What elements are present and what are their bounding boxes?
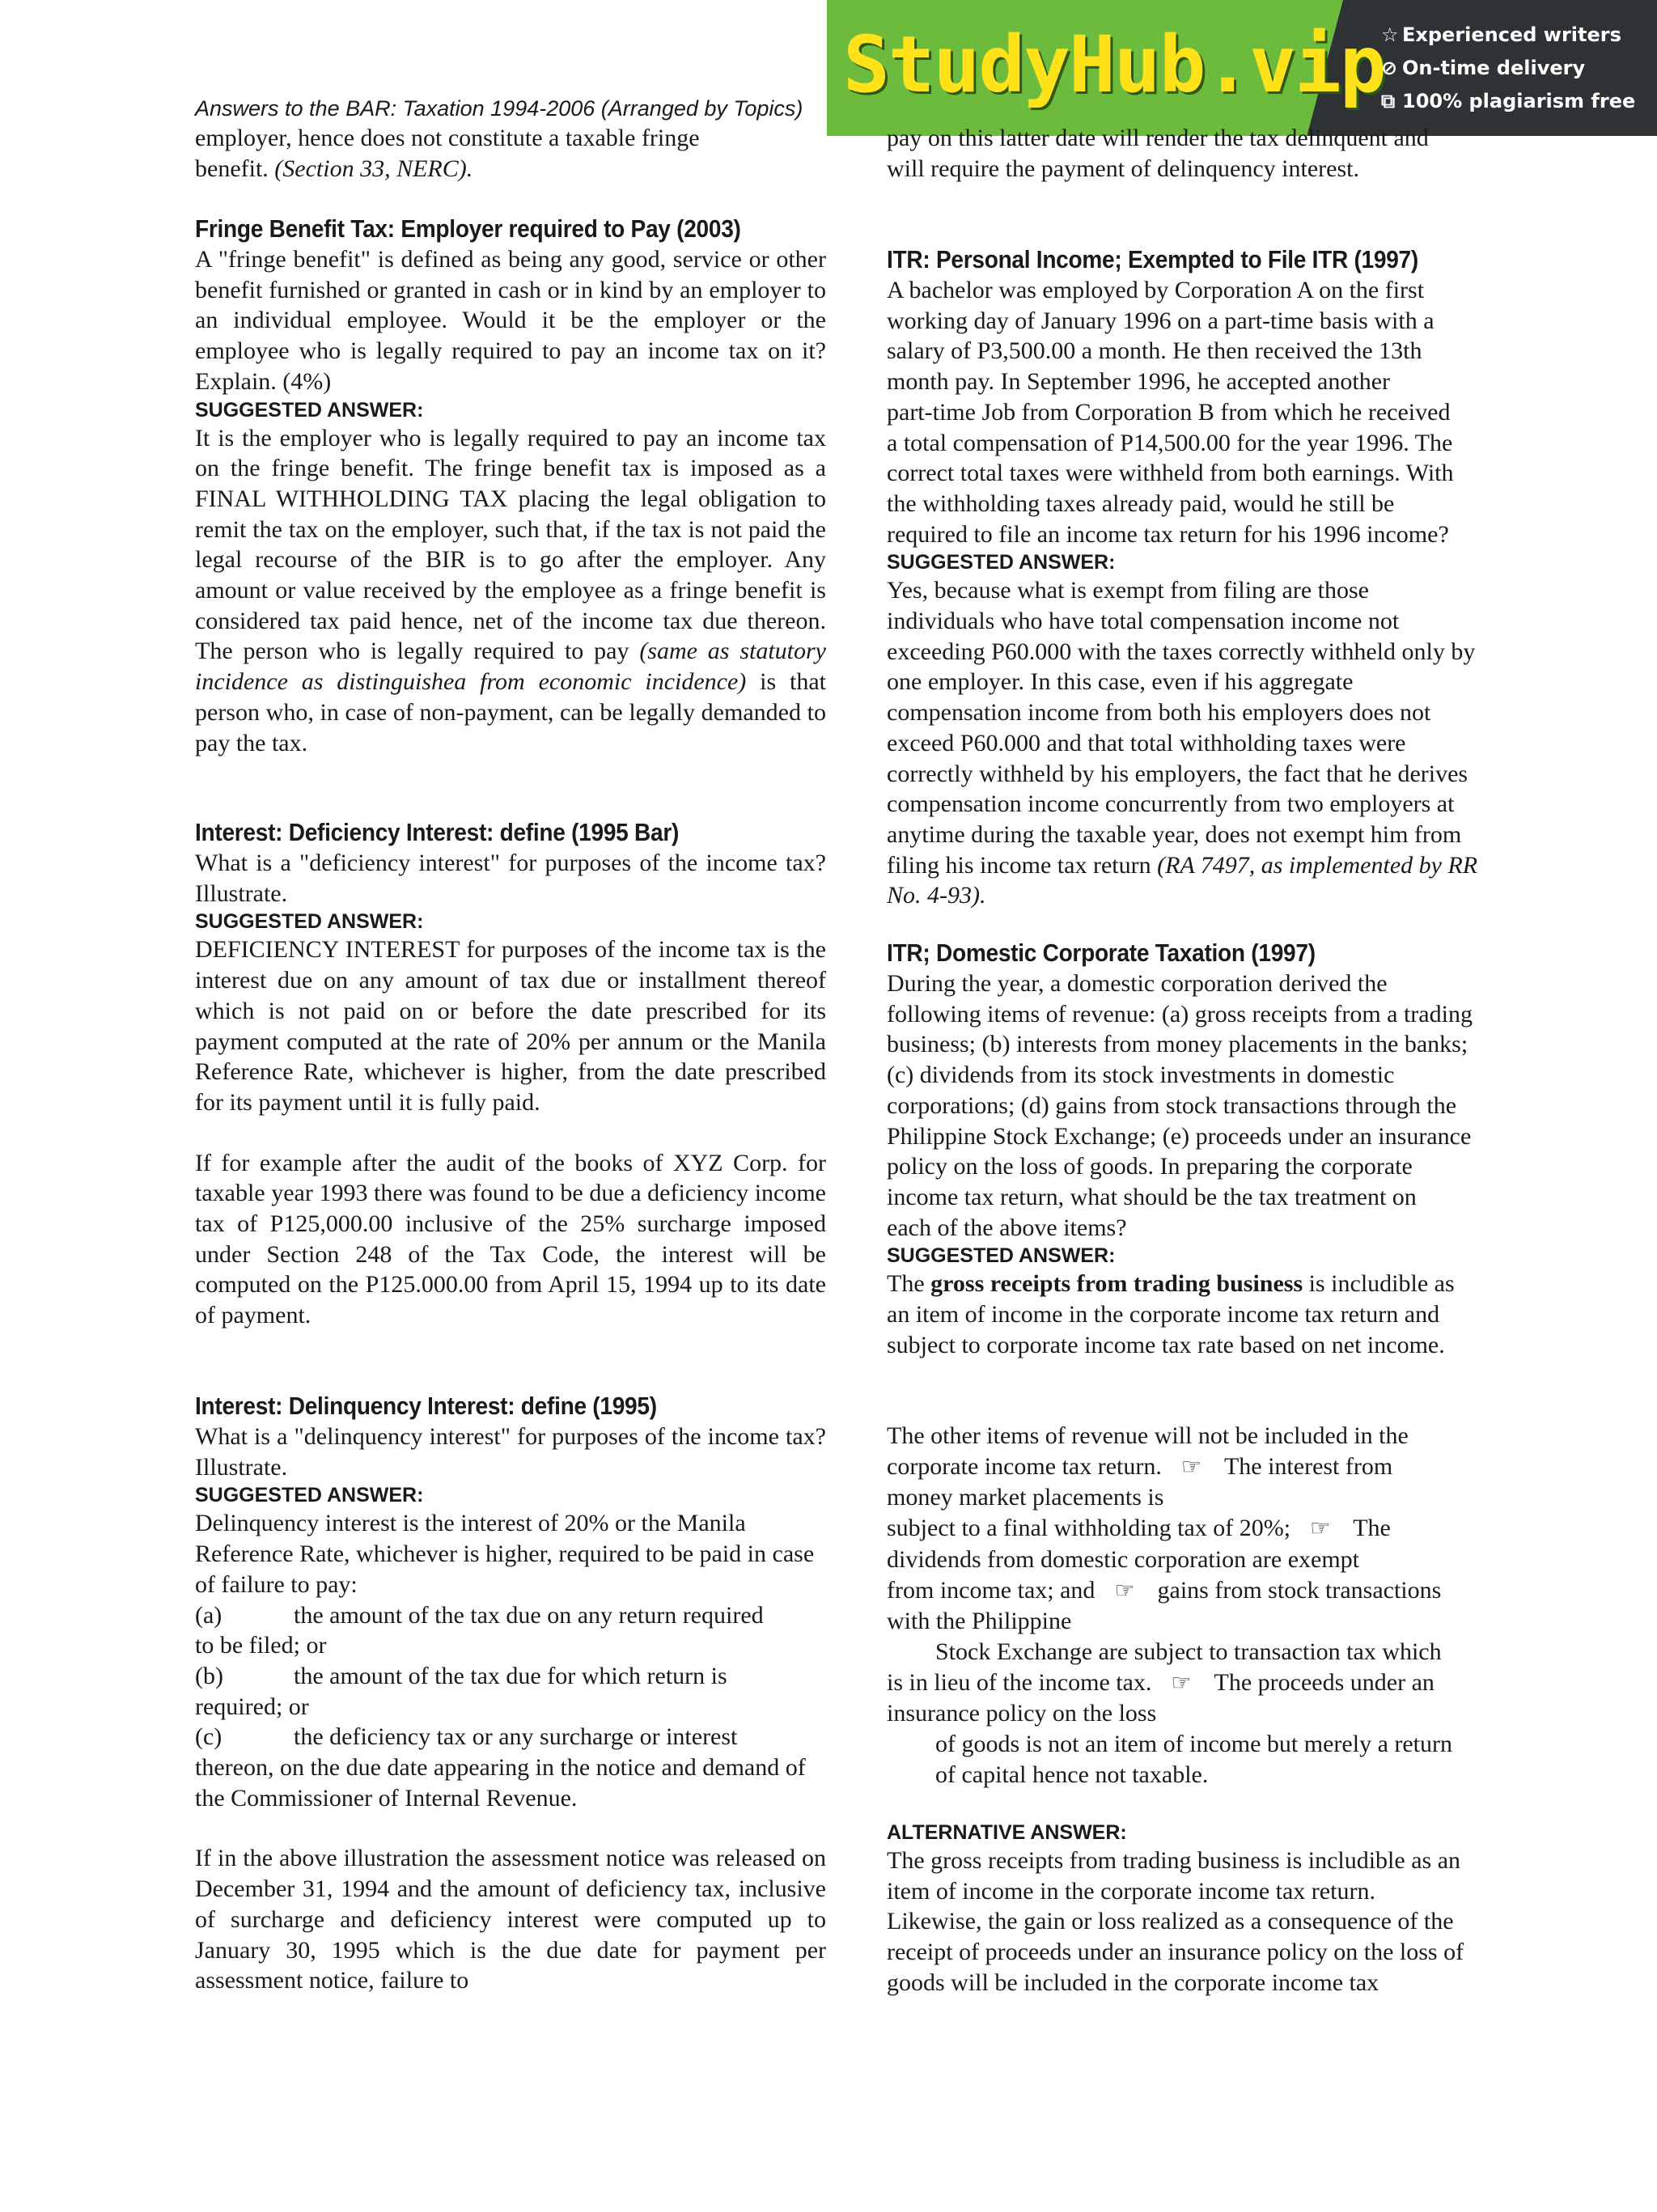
answer-intro: Delinquency interest is the interest of 20% or the Manila Reference Rate, whichever is higher, required to be paid in case of failure to pay: — [195, 1510, 815, 1598]
question-text: During the year, a domestic corporation derived the following items of revenue: (a) gross receipts from a trading business; (b) interests from money placements in the banks; (c) dividends from its stock investments in domestic corporations; (d) gains from stock transactions through the Philippine Stock Exchange; (e) proceeds under an insurance policy on the loss of goods. In preparing the corporate income tax return, what should be the tax treatment on each of the above items? — [887, 970, 1473, 1241]
pointing-hand-icon: ☞ — [1171, 1670, 1192, 1696]
deficiency-interest-section — [195, 817, 826, 1331]
section-heading: ITR; Domestic Corporate Taxation (1997) — [887, 939, 1316, 967]
answer-text: The gross receipts from trading business is includible as an item of income in the corporate income tax return and subject to corporate income tax rate based on net income. — [887, 1270, 1455, 1358]
answer-text: Yes, because what is exempt from filing are those individuals who have total compensation income not exceeding P60.000 with the taxes correctly withheld only by one employer. In this case, even if his aggregate compensation income from both his employers does not exceed P60.000 and that total withholding taxes were correctly withheld by his employers, the fact that he derives compensation income concurrently from two employers at anytime during the taxable year, does not exempt him from filing his income tax return (RA 7497, as implemented by RR No. 4-93). — [887, 577, 1478, 909]
alternative-answer-label: ALTERNATIVE ANSWER: — [887, 1821, 1127, 1844]
list-item: (a) the amount of the tax due on any return required to be filed; or — [195, 1601, 764, 1659]
itr-corporate-section — [887, 938, 1518, 1360]
studyhub-banner[interactable] — [827, 0, 1657, 136]
question-text: A "fringe benefit" is defined as being any good, service or other benefit furnished or granted in cash or in kind by an employer to an individual employee. Would it be the employer or the employee who is legally required to pay an income tax on it? Explain. (4%) — [195, 246, 826, 395]
suggested-answer-label: SUGGESTED ANSWER: — [887, 1244, 1116, 1268]
section-heading: ITR: Personal Income; Exempted to File ITR (1997) — [887, 246, 1418, 273]
pointing-hand-icon: ☞ — [1310, 1516, 1331, 1542]
suggested-answer-label: SUGGESTED ANSWER: — [195, 910, 424, 934]
studyhub-logo: StudyHub.vip — [843, 19, 1385, 110]
delinquency-interest-section — [195, 1391, 826, 1996]
copy-icon: ⧉ — [1381, 90, 1396, 112]
feature-on-time-delivery: ⊘ On-time delivery — [1381, 57, 1586, 79]
section-heading: Interest: Deficiency Interest: define (1995 Bar) — [195, 819, 680, 846]
carryover-paragraph: employer, hence does not constitute a taxable fringe benefit. (Section 33, NERC). — [195, 125, 700, 182]
answer-text: DEFICIENCY INTEREST for purposes of the income tax is the interest due on any amount of tax due or installment thereof which is not paid on or before the date prescribed for its payment computed at the rate of 20% per annum or the Manila Reference Rate, whichever is higher, from the date prescribed for its payment until it is fully paid. — [195, 936, 826, 1116]
answer-text: It is the employer who is legally required to pay an income tax on the fringe benefit. The fringe benefit tax is imposed as a FINAL WITHHOLDING TAX placing the legal obligation to remit the tax on the employer, such that, if the tax is not paid the legal recourse of the BIR is to go after the employer. Any amount or value received by the employee as a fringe benefit is considered tax paid hence, net of the income tax due thereon. The person who is legally required to pay (same as statutory incidence as distinguishea from economic incidence) is that person who, in case of non-payment, can be legally demanded to pay the tax. — [195, 424, 826, 756]
suggested-answer-label: SUGGESTED ANSWER: — [195, 398, 424, 422]
feature-experienced-writers: ☆ Experienced writers — [1381, 23, 1621, 46]
suggested-answer-label: SUGGESTED ANSWER: — [887, 551, 1116, 574]
pointing-hand-icon: ☞ — [1180, 1454, 1201, 1480]
pointing-hand-icon: ☞ — [1114, 1578, 1135, 1604]
example-text: If for example after the audit of the books of XYZ Corp. for taxable year 1993 there was found to be due a deficiency income tax of P125,000.00 inclusive of the 25% surcharge imposed under Section 248 of the Tax Code, the interest will be computed on the P125.000.00 from April 15, 1994 up to its date of payment. — [195, 1149, 826, 1329]
suggested-answer-label: SUGGESTED ANSWER: — [195, 1484, 424, 1507]
itr-personal-section — [887, 244, 1518, 911]
running-header: Answers to the BAR: Taxation 1994-2006 (Arranged by Topics) — [195, 96, 803, 121]
question-text: What is a "deficiency interest" for purposes of the income tax? Illustrate. — [195, 850, 826, 907]
feature-plagiarism-free: ⧉ 100% plagiarism free — [1381, 90, 1636, 112]
question-text: A bachelor was employed by Corporation A on the first working day of January 1996 on a part-time basis with a salary of P3,500.00 a month. He then received the 13th month pay. In September 1996, he accepted another part-time Job from Corporation B from which he received a total compensation of P14,500.00 for the year 1996. The correct total taxes were withheld from both earnings. With the withholding taxes already paid, would he still be required to file an income tax return for his 1996 income? — [887, 277, 1454, 548]
list-item: (b) the amount of the tax due for which return is required; or — [195, 1662, 727, 1720]
clock-icon: ⊘ — [1381, 57, 1398, 79]
list-item: (c) the deficiency tax or any surcharge or interest thereon, on the due date appearing in the notice and demand of the Commissioner of Internal Revenue. — [195, 1723, 806, 1812]
question-text: What is a "delinquency interest" for purposes of the income tax? Illustrate. — [195, 1423, 826, 1481]
carryover-paragraph: pay on this latter date will render the tax delinquent and will require the payment of delinquency interest. — [887, 125, 1429, 182]
fringe-benefit-section — [195, 214, 826, 758]
alternative-answer-section: ALTERNATIVE ANSWER: The gross receipts from trading business is includible as an item of income in the corporate income tax return. Likewise, the gain or loss realized as a consequence of the receipt of proceeds under an insurance policy on the loss of goods will be included in the corporate income tax — [887, 1820, 1518, 1998]
other-items-paragraph: The other items of revenue will not be included in the corporate income tax return. ☞ The interest from money market placements is subject to a final withholding tax of 20%; ☞ The dividends from domestic corporation are exempt from income tax; and ☞ gains from stock transactions with the Philippine Stock Exchange are subject to transaction tax which is in lieu of the income tax. ☞ The proceeds under an insurance policy on the loss of goods is not an item of income but merely a return of capital hence not taxable. — [887, 1422, 1453, 1788]
section-heading: Interest: Delinquency Interest: define (1995) — [195, 1392, 657, 1420]
example-text: If in the above illustration the assessment notice was released on December 31, 1994 and the amount of deficiency tax, inclusive of surcharge and deficiency interest were computed up to January 30, 1995 which is the due date for payment per assessment notice, failure to — [195, 1845, 826, 1994]
star-outline-icon: ☆ — [1381, 23, 1399, 46]
section-heading: Fringe Benefit Tax: Employer required to Pay (2003) — [195, 215, 741, 243]
